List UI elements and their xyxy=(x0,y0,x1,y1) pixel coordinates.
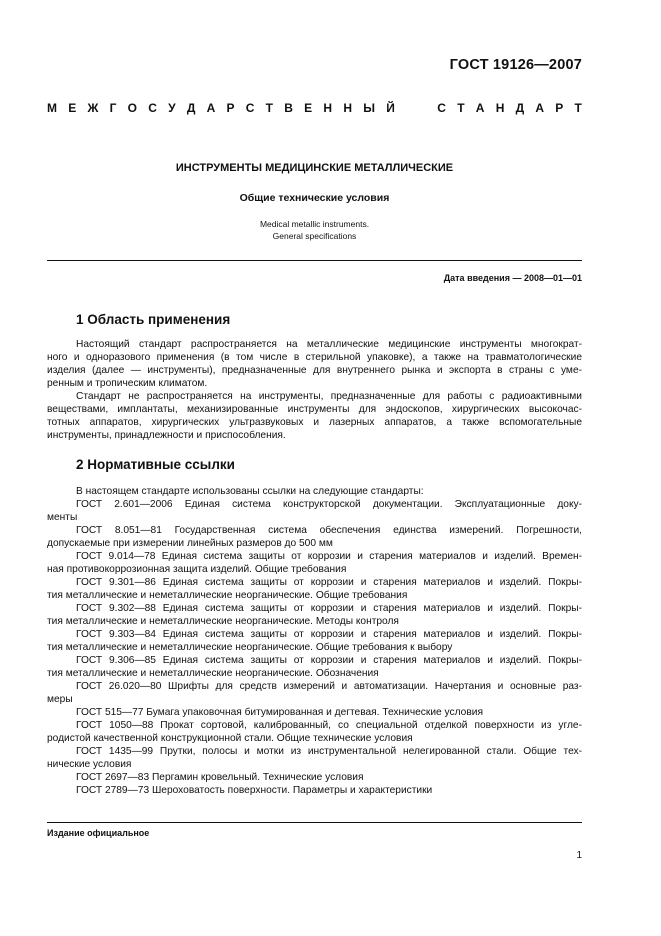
document-subtitle: Общие технические условия xyxy=(239,192,390,204)
edition-note: Издание официальное xyxy=(47,828,150,838)
page-number: 1 xyxy=(576,850,582,861)
banner-letter: А xyxy=(535,101,545,115)
banner-letter: Д xyxy=(515,101,525,115)
introduction-date: Дата введения — 2008—01—01 xyxy=(443,273,582,283)
english-title-line: Medical metallic instruments. xyxy=(259,219,370,229)
banner-letter: Р xyxy=(226,101,235,115)
reference-line: менты xyxy=(47,512,78,523)
banner-letter: Н xyxy=(495,101,505,115)
reference-line: ГОСТ 9.014—78 Единая система защиты от коррозии и старения материалов и изделий. Времен- xyxy=(76,551,582,562)
banner-letter: Е xyxy=(304,101,313,115)
reference-line: ГОСТ 26.020—80 Шрифты для средств измерений и автоматизации. Начертания и основные раз- xyxy=(76,681,582,692)
divider xyxy=(47,260,582,261)
banner-letter: С xyxy=(245,101,255,115)
banner-letter: Т xyxy=(457,101,465,115)
text-line: изделия (далее — инструменты), предназначенные для внутреннего рынка и экспорта в страны с уме- xyxy=(47,365,582,376)
banner-letter: С xyxy=(148,101,157,115)
text-line: В настоящем стандарте использованы ссылки на следующие стандарты: xyxy=(76,486,424,497)
section-heading-scope: 1 Область применения xyxy=(76,312,231,327)
reference-line: нические условия xyxy=(47,759,132,770)
banner-letter: Т xyxy=(265,101,274,115)
reference-line: ГОСТ 9.301—86 Единая система защиты от коррозии и старения материалов и изделий. Покры- xyxy=(76,577,582,588)
reference-line: тия металлические и неметаллические неорганические. Общие требования к выбору xyxy=(47,642,453,653)
banner-letter: Й xyxy=(386,101,395,115)
banner-letter: О xyxy=(127,101,137,115)
banner-letter: Н xyxy=(343,101,352,115)
banner-letter: А xyxy=(475,101,485,115)
text-line: ного и одноразового применения (в том числе в стерильной упаковке), а также на травматологические xyxy=(47,352,582,363)
banner-letter: Н xyxy=(323,101,333,115)
banner-letter: В xyxy=(284,101,293,115)
reference-line: ГОСТ 9.303—84 Единая система защиты от коррозии и старения материалов и изделий. Покры- xyxy=(76,629,582,640)
text-line: Стандарт не распространяется на инструменты, предназначенные для работы с радиоактивными xyxy=(76,391,582,402)
reference-line: ГОСТ 2.601—2006 Единая система конструкторской документации. Эксплуатационные доку- xyxy=(76,499,582,510)
banner-letter: А xyxy=(206,101,216,115)
banner-letter: Ж xyxy=(87,101,99,115)
document-title: ИНСТРУМЕНТЫ МЕДИЦИНСКИЕ МЕТАЛЛИЧЕСКИЕ xyxy=(175,162,454,174)
standard-banner xyxy=(47,101,582,115)
banner-letter: Т xyxy=(574,101,582,115)
reference-line: ГОСТ 9.302—88 Единая система защиты от коррозии и старения материалов и изделий. Покры- xyxy=(76,603,582,614)
reference-line: ГОСТ 8.051—81 Государственная система обеспечения единства измерений. Погрешности, xyxy=(76,525,582,536)
text-line: ренным и тропическим климатом. xyxy=(47,378,208,389)
banner-gap xyxy=(406,101,426,115)
banner-letter: Ы xyxy=(363,101,375,115)
reference-line: ГОСТ 515—77 Бумага упаковочная битумированная и дегтевая. Технические условия xyxy=(76,707,483,718)
reference-line: ная противокоррозионная защита изделий. Общие требования xyxy=(47,564,347,575)
reference-line: меры xyxy=(47,694,73,705)
banner-letter: У xyxy=(168,101,176,115)
text-line: инструменты, принадлежности и приспособления. xyxy=(47,430,286,441)
reference-line: родистой качественной конструкционной стали. Общие технические условия xyxy=(47,733,413,744)
banner-letter: Д xyxy=(186,101,196,115)
section-heading-normative-references: 2 Нормативные ссылки xyxy=(76,457,235,472)
reference-line: допускаемые при измерении линейных размеров до 500 мм xyxy=(47,538,333,549)
banner-letter: Г xyxy=(109,101,117,115)
reference-line: ГОСТ 2697—83 Пергамин кровельный. Технические условия xyxy=(76,772,364,783)
footer-divider xyxy=(47,822,582,823)
reference-line: тия металлические и неметаллические неорганические. Обозначения xyxy=(47,668,379,679)
text-line: веществами, имплантаты, механизированные инструменты для эндоскопов, хирургических высокочас- xyxy=(47,404,582,415)
reference-line: тия металлические и неметаллические неорганические. Общие требования xyxy=(47,590,408,601)
document-number: ГОСТ 19126—2007 xyxy=(449,57,582,73)
banner-letter: М xyxy=(47,101,57,115)
text-line: Настоящий стандарт распространяется на металлические медицинские инструменты многократ- xyxy=(76,339,582,350)
banner-letter: Р xyxy=(555,101,564,115)
reference-line: тия металлические и неметаллические неорганические. Методы контроля xyxy=(47,616,399,627)
english-title-line: General specifications xyxy=(272,231,357,241)
reference-line: ГОСТ 1435—99 Прутки, полосы и мотки из инструментальной нелегированной стали. Общие тех- xyxy=(76,746,582,757)
banner-letter: Е xyxy=(68,101,77,115)
reference-line: ГОСТ 9.306—85 Единая система защиты от коррозии и старения материалов и изделий. Покры- xyxy=(76,655,582,666)
reference-line: ГОСТ 1050—88 Прокат сортовой, калиброванный, со специальной отделкой поверхности из угле- xyxy=(76,720,582,731)
reference-line: ГОСТ 2789—73 Шероховатость поверхности. Параметры и характеристики xyxy=(76,785,433,796)
banner-letter: С xyxy=(437,101,446,115)
text-line: тотных аппаратов, хирургических ультразвуковых и лазерных аппаратов, а также вспомогательные xyxy=(47,417,582,428)
